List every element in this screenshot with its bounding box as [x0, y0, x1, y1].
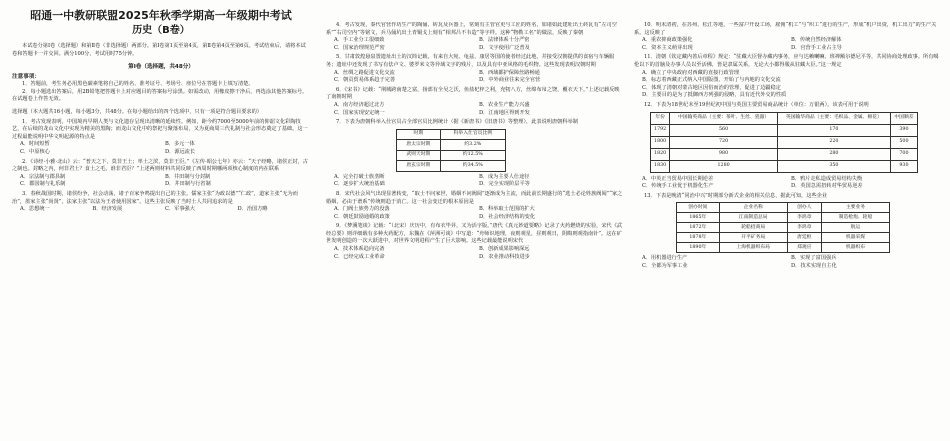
- option[interactable]: B．鸦片走私造成贸易结构失衡: [791, 175, 863, 182]
- table-cell: 武则天时期: [397, 150, 441, 161]
- table-cell: 李鸿章: [787, 223, 821, 233]
- question-13-table: [676, 202, 890, 253]
- question-9-stem: 9．《梦溪笔谈》记载：“（北宋）庆历中，有布衣毕昇，又为活字版。”唐代《真元妙道要略》记录了火药燃烧的实验，宋代《武经总要》则详细载有多种火药配方，东魏在《萍洲可谈》中写道：“舟师识地理，夜则观星，昼则观日，阴晦则观指南针”。这在矿世发明创造的一次大跃进中，对世界文明进程产生了巨大影响。这些记载最能说明宋代: [326, 223, 623, 245]
- table-header-row: [397, 129, 506, 140]
- question-7-table: [396, 129, 506, 172]
- option[interactable]: C．资本主义萌芽出现: [642, 44, 693, 51]
- section-intro: 选择题（本大题共16小题，每小题3分，共48分。在每小题给出的四个选项中，只有一项是符合题目要求的）: [12, 108, 262, 115]
- table-row: [397, 150, 506, 161]
- question-5-options: [326, 70, 624, 85]
- question-6-stem: 6．《宋书》记载：“荆城跨南楚之富，扬部有全吴之沃，鱼盐杞梓之利，充牣八方，丝绵布帛之饶，覆衣天下。”上述记载反映了南朝时期: [326, 86, 620, 101]
- question-6-options: [326, 102, 624, 117]
- option[interactable]: B．科举取士范围的扩大: [479, 206, 535, 213]
- table-cell: 1820: [651, 148, 670, 160]
- option[interactable]: A．门阀士族势力的没落: [334, 206, 390, 213]
- table-cell: 上海机器织布局: [719, 243, 787, 253]
- option[interactable]: C．已经完成工业革命: [334, 253, 385, 260]
- table-cell: 约34.5%: [440, 161, 505, 172]
- table-cell: 江南制造总局: [719, 213, 787, 223]
- table-header: 科举入仕官员比例: [440, 129, 505, 140]
- table-row: [651, 136, 918, 148]
- table-header: 创办时间: [677, 203, 720, 213]
- option[interactable]: B．实现了富国强兵: [791, 255, 837, 262]
- table-cell: 开平矿务局: [719, 233, 787, 243]
- option[interactable]: A．技术体系趋向完备: [334, 246, 385, 253]
- question-7-stem: 7．下表为唐朝科举入仕官员占全部官员比例统计（据《新唐书》《旧唐书》等整理），此表说明唐朝科举制: [336, 119, 578, 126]
- option[interactable]: A．用机器进行生产: [642, 255, 688, 262]
- question-2-stem: 2．《诗经·小雅·北山》云：“普天之下，莫非王土；率土之滨，莫非王臣。”《左传·昭公七年》亦云：“天子经略，诸侯正封，古之制也。封略之内，何非君土？食土之毛，谁非君臣？”上述两则材料共同反映了西周时期哪两项核心制度的内在联系: [12, 158, 308, 173]
- table-header: 中国输英商品（主要：茶叶、生丝、瓷器）: [670, 112, 778, 124]
- option[interactable]: B．法律体系十分严密: [479, 37, 530, 44]
- question-3-stem: 3．春秋战国时期，诸侯纷争，社会动荡，诸子百家争鸣提出自己的主张。儒家主张“为政以德”“仁政”，道家主张“无为而治”，墨家主张“尚贤”，法家主张“以法为王者使用国家”。这些主张反映了当时士人共同追求的是: [12, 190, 298, 205]
- option[interactable]: C．朝贡贸易体系趋于完善: [334, 77, 396, 84]
- table-cell: 航运: [821, 223, 889, 233]
- option[interactable]: A．中英正当贸易中国长期逆差: [642, 175, 714, 182]
- option[interactable]: B．农业生产能力兴盛: [479, 101, 530, 108]
- option[interactable]: A．时间短暂: [20, 141, 50, 148]
- exam-subtitle: 历史（B卷）: [132, 25, 190, 36]
- question-1-options: [12, 141, 310, 156]
- question-12-options: [634, 176, 940, 191]
- option[interactable]: D．官营手工业占主导: [791, 44, 842, 51]
- option[interactable]: D．文字使用广泛普及: [479, 44, 530, 51]
- table-cell: 720: [670, 136, 778, 148]
- option[interactable]: C．军事强大: [165, 206, 195, 213]
- question-10-stem: 10．明末清初，在苏州、松江等地，一些富户开设工场，雇佣“机工”与“织工”进行的生产，形成“机户出资，机工出力”的生产关系。这反映了: [634, 22, 937, 36]
- option[interactable]: D．治国方略: [237, 206, 268, 213]
- question-11-stem: 11．清朝《钦定藏内善后章程》规定：“驻藏大臣督办藏内事务，应与达赖喇嘛、班禅额尔德尼平等，共同协商处理政事。所有噶伦以下的首脑及办事人员以至活佛，皆是隶属关系，无论大小都得服从驻藏大臣。”这一规定: [634, 54, 939, 68]
- option[interactable]: D．技术实现自主化: [791, 262, 837, 269]
- question-8-stem: 8．宋代社会风气出现显著转变，“取士不问家世，婚姻不问阀阅”逐渐成为主流，而此前长期盛行的“选士必论姓族阀阅”“家之婚姻，必由于谱系”传统则趋于消亡。这一社会变迁的根本原因是: [326, 190, 623, 205]
- table-cell: 1800: [651, 136, 670, 148]
- exam-title: 昭通一中教研联盟2025年秋季学期高一年级期中考试: [30, 9, 292, 22]
- table-header: 主要业务: [821, 203, 889, 213]
- table-row: [651, 148, 918, 160]
- exam-intro: 本试卷分第Ⅰ卷（选择题）和第Ⅱ卷（非选择题）两部分。第Ⅰ卷第1页至第4页，第Ⅱ卷第4页至第6页。考试结束后，请将本试卷和答题卡一并交回。满分100分，考试用时75分钟。: [12, 43, 306, 57]
- option[interactable]: B．井田制与分封制: [165, 173, 211, 180]
- question-10-options: [634, 37, 940, 52]
- table-cell: 1792: [651, 124, 670, 136]
- option[interactable]: A．确立了中央政府对西藏的直接行政管理: [642, 69, 740, 76]
- option[interactable]: C．国家治理规范严密: [334, 44, 385, 51]
- part1-heading: 第Ⅰ卷（选择题，共48分）: [128, 64, 194, 71]
- option[interactable]: C．中原核心: [20, 148, 50, 155]
- table-cell: 500: [890, 136, 917, 148]
- option[interactable]: A．重农抑商政策强化: [642, 37, 693, 44]
- question-13-stem: 13．下表是晚清“同治中兴”时期部分新式企业的相关信息，据此可知，这些企业: [644, 192, 828, 199]
- question-9-options: [326, 246, 624, 261]
- question-8-options: [326, 206, 624, 221]
- table-cell: 390: [890, 124, 917, 136]
- question-7-options: [326, 174, 624, 189]
- table-row: [677, 233, 890, 243]
- option[interactable]: A．思想统一: [20, 206, 50, 213]
- option[interactable]: C．朝廷鼓励通婚的政策: [334, 213, 390, 220]
- table-row: [677, 243, 890, 253]
- question-4-options: [326, 37, 624, 52]
- column-middle: [326, 22, 624, 438]
- table-row: [677, 213, 890, 223]
- option[interactable]: A．丝绸之路促进文化交流: [334, 69, 395, 76]
- table-cell: 郑观应: [787, 243, 821, 253]
- question-2-options: [12, 174, 310, 189]
- table-cell: 1890年: [677, 243, 720, 253]
- table-cell: 1865年: [677, 213, 720, 223]
- option[interactable]: B．创新成果影响深远: [479, 246, 530, 253]
- table-cell: 机器采煤: [821, 233, 889, 243]
- table-cell: 1280: [670, 160, 778, 172]
- table-cell: 唐廷枢: [787, 233, 821, 243]
- question-12-stem: 12．下表为18世纪末至19世纪初中国与英国主要贸易商品统计（单位：万银两）。该表可用于说明: [644, 101, 869, 108]
- note-item: 1．答题前，考生务必用黑色碳素笔将自己的姓名、准考证号、考场号、座位号在答题卡上填写清楚。: [22, 81, 254, 88]
- table-cell: 1872年: [677, 223, 720, 233]
- table-cell: 560: [670, 124, 778, 136]
- table-row: [651, 160, 918, 172]
- table-cell: 280: [777, 148, 890, 160]
- table-cell: 700: [890, 148, 917, 160]
- table-cell: 李鸿章: [787, 213, 821, 223]
- table-cell: 220: [777, 136, 890, 148]
- table-header: 中国顺差: [890, 112, 917, 124]
- notes-heading: 注意事项：: [12, 74, 40, 81]
- table-cell: 1830: [651, 160, 670, 172]
- table-header-row: [677, 203, 890, 213]
- option[interactable]: A．宗法制与郡县制: [20, 173, 66, 180]
- option[interactable]: D．完全实现阶层平等: [479, 181, 530, 188]
- option[interactable]: D．主要目的是为了抵御西方列强的侵略，具有近代外交的性质: [642, 92, 787, 99]
- question-12-table: [650, 112, 918, 173]
- table-header: 时期: [397, 129, 441, 140]
- question-13-options: [634, 255, 940, 270]
- table-cell: 机器织布: [821, 243, 889, 253]
- option[interactable]: C．逐步扩大统治基础: [334, 181, 385, 188]
- table-row: [677, 223, 890, 233]
- table-row: [397, 161, 506, 172]
- option[interactable]: A．南方经济超过北方: [334, 101, 385, 108]
- option[interactable]: C．国家实现安定统一: [334, 109, 385, 116]
- option[interactable]: B．传统自然经济解体: [791, 37, 842, 44]
- table-row: [651, 124, 918, 136]
- option[interactable]: A．完全打破士族垄断: [334, 173, 385, 180]
- option[interactable]: A．手工业分工很细致: [334, 37, 385, 44]
- table-cell: 唐太宗时期: [397, 140, 441, 151]
- question-3-options: [12, 206, 310, 214]
- table-header: 创办人: [787, 203, 821, 213]
- table-cell: 制造枪炮、轮船: [821, 213, 889, 223]
- option[interactable]: D．源远流长: [165, 148, 196, 155]
- option[interactable]: D．农业推动科技进步: [479, 253, 530, 260]
- table-header-row: [651, 112, 918, 124]
- option[interactable]: C．传统手工业优于机器化生产: [642, 183, 714, 190]
- table-header: 年份: [651, 112, 670, 124]
- table-row: [397, 140, 506, 151]
- option[interactable]: C．郡国制与礼乐制: [20, 181, 66, 188]
- option[interactable]: D．社会经济结构的变化: [479, 213, 536, 220]
- option[interactable]: D．江南地区得到开发: [479, 109, 530, 116]
- column-right: [634, 22, 940, 438]
- table-cell: 唐玄宗时期: [397, 161, 441, 172]
- question-1-stem: 1．考古发现表明，中国境内早期人类与文化遗存呈现出清晰的延续性。例如，距今约7000至5000年前的仰韶文化彩陶技艺，在后续的龙山文化中实现为精美的黑陶；而龙山文化中的祭祀与聚落布局，又为夏商周三代礼制与社会形态奠定了基础。这一过程最能说明中华文明起源的特点是: [12, 118, 308, 140]
- option[interactable]: C．体现了清朝对蒙古地区因俗而治的管理，促进了边疆稳定: [642, 84, 781, 91]
- table-cell: 980: [670, 148, 778, 160]
- question-11-options: [634, 70, 940, 100]
- column-left: [12, 8, 310, 438]
- table-cell: 930: [890, 160, 917, 172]
- option[interactable]: D．井田制与行省制: [165, 181, 211, 188]
- table-header: 企业名称: [719, 203, 787, 213]
- table-header: 英国输华商品（主要：毛织品、金属、棉花）: [777, 112, 890, 124]
- option[interactable]: B．经济发展: [92, 206, 123, 213]
- question-5-stem: 5．甘肃敦煌悬泉置遗址出土的汉简记载，有来自大宛、龟兹、康居等国的使者经过此地，并接受汉朝提供的食宿与车辆服务；遗址中还发现了书写有佉卢文、婆罗米文等异域文字的残片，以及具有中亚风格的毛织物。这些发现表明汉朝时期: [326, 54, 615, 68]
- question-4-stem: 4．考古发现，秦代官营作坊生产的陶俑、砖瓦及兵器上，常刻有主管官吏与工匠的姓名，如诸如此建址出土砖瓦有“左司空系”“右司空内”等铭文，兵马俑坑出土青铜戈上刻有“相邦吕不韦造”等字样。这种“物勒工名”的做法，反映了秦朝: [326, 22, 617, 36]
- option[interactable]: C．全都为军事工业: [642, 262, 688, 269]
- table-cell: 轮船招商局: [719, 223, 787, 233]
- option[interactable]: D．中外商业往来完全官营: [479, 77, 541, 84]
- option[interactable]: B．西域都护保障丝路畅通: [479, 69, 540, 76]
- table-cell: 约3.2%: [440, 140, 505, 151]
- option[interactable]: B．多元一体: [165, 141, 195, 148]
- table-cell: 350: [777, 160, 890, 172]
- option[interactable]: B．成为主要人仕途径: [479, 173, 530, 180]
- option[interactable]: D．英国急需扭转对华贸易逆差: [791, 183, 863, 190]
- note-item: 2．每小题选出答案后，用2B铅笔把答题卡上对应题目的答案标号涂黑。如需改动，用橡皮擦干净后，再选涂其他答案标号。在试题卷上作答无效。: [12, 88, 308, 103]
- option[interactable]: B．标志着西藏正式纳入中国版图，开始了与内地的文化交流: [642, 77, 781, 84]
- table-cell: 170: [777, 124, 890, 136]
- table-cell: 1878年: [677, 233, 720, 243]
- table-cell: 约12.5%: [440, 150, 505, 161]
